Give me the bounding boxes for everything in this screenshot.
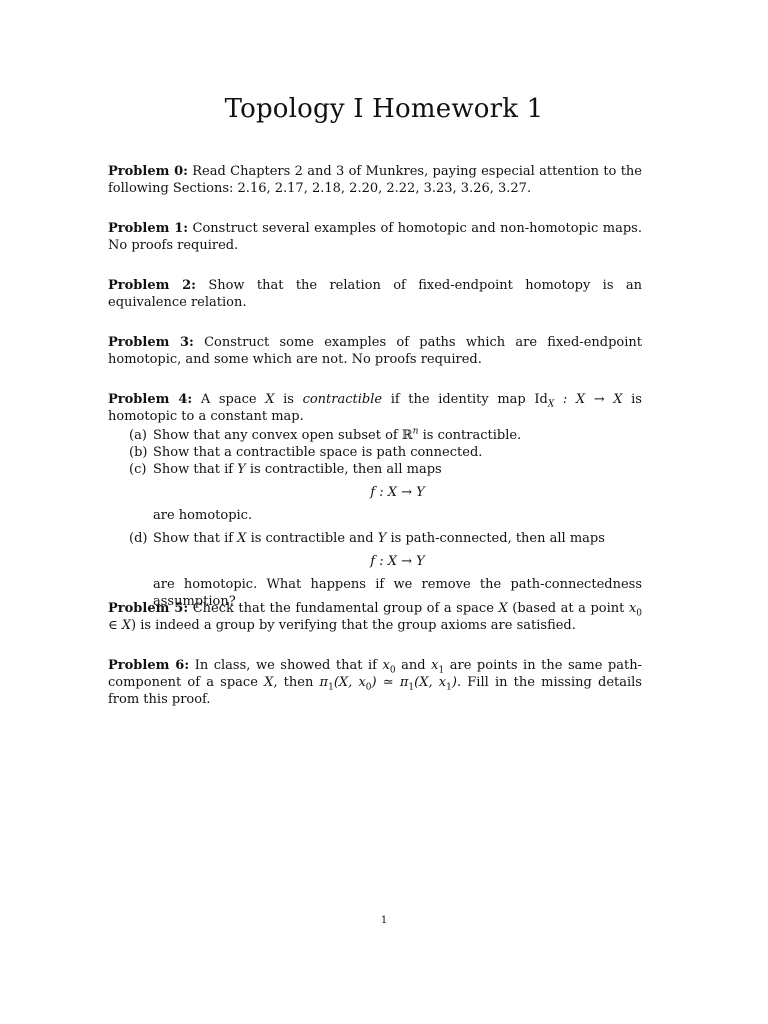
page-title: Topology I Homework 1: [224, 94, 544, 124]
problem-label: Problem 5:: [108, 601, 189, 616]
problem-4: [108, 391, 642, 610]
problem-text: Construct some examples of paths which are fixed-endpoint homotopic, and some which are not. No proofs required.: [108, 335, 642, 367]
problem-label: Problem 1:: [108, 221, 189, 236]
math-var: Y: [377, 531, 387, 546]
math-var: Y: [237, 462, 246, 477]
display-equation: f : X → Y: [370, 485, 425, 500]
math-expression: $x_1$: [431, 658, 445, 676]
math-expression: ℝ$^n$: [401, 426, 419, 443]
subproblem-tag: (d): [129, 531, 148, 546]
problem-label: Problem 6:: [108, 658, 190, 673]
problem-text: Construct several examples of homotopic and non-homotopic maps. No proofs required.: [108, 221, 642, 253]
problem-3: [108, 334, 642, 368]
problem-0: [108, 163, 642, 197]
problem-label: Problem 4:: [108, 392, 193, 407]
subproblem-d: (d) Show that if X is contractible and Y is path-connected, then all maps f : X → Y are homotopic. What happens if we remove the path-connectedness assumption?: [129, 531, 642, 609]
math-expression: $x_0$ ∈ X: [108, 601, 643, 633]
problem-1: [108, 220, 642, 254]
problem-5: Problem 5: Check that the fundamental group of a space X (based at a point $x_0$ ∈ X) is indeed a group by verifying that the group axioms are satisfied.: [108, 601, 643, 633]
subproblem-a: (a) Show that any convex open subset of ℝ$^n$ is contractible.: [129, 426, 522, 443]
math-var: X: [264, 675, 274, 690]
problem-intro: Problem 4: A space X is contractible if the identity map $Id_X$ : X → X is homotopic to a constant map.: [108, 392, 642, 424]
math-expression: $\pi_1(X$, $x_0$) ≃ $\pi_1(X$, $x_1$): [319, 675, 457, 693]
subproblem-b: (b) Show that a contractible space is path connected.: [129, 445, 483, 460]
problem-label: Problem 3:: [108, 335, 194, 350]
problem-label: Problem 0:: [108, 164, 188, 179]
subproblem-tag: (a): [129, 428, 147, 443]
problem-label: Problem 2:: [108, 278, 196, 293]
emphasis-term: contractible: [302, 392, 383, 407]
math-var: X: [237, 531, 247, 546]
problem-text: Read Chapters 2 and 3 of Munkres, paying especial attention to the following Sections: 2.16, 2.17, 2.18, 2.20, 2.22, 3.23, 3.26, 3.27.: [108, 164, 642, 196]
problem-text: Show that the relation of fixed-endpoint homotopy is an equivalence relation.: [108, 278, 642, 310]
subproblem-tag: (c): [129, 462, 147, 477]
problem-6: Problem 6: In class, we showed that if $x_0$ and $x_1$ are points in the same path-component of a space X, then $\pi_1(X$, $x_0$) ≃ $\pi_1(X$, $x_1$). Fill in the missing details from this proof.: [108, 658, 642, 707]
math-var: X: [498, 601, 508, 616]
subproblem-list: [108, 427, 642, 610]
math-var: X: [265, 392, 275, 407]
math-expression: $x_0$: [382, 658, 396, 676]
problem-2: [108, 277, 642, 311]
subproblem-tag: (b): [129, 445, 148, 460]
page-number: 1: [380, 915, 388, 926]
math-expression: $Id_X$ : X → X: [534, 392, 623, 410]
subproblem-c: (c) Show that if Y is contractible, then all maps f : X → Y are homotopic.: [108, 461, 642, 524]
display-equation: f : X → Y: [370, 554, 425, 569]
